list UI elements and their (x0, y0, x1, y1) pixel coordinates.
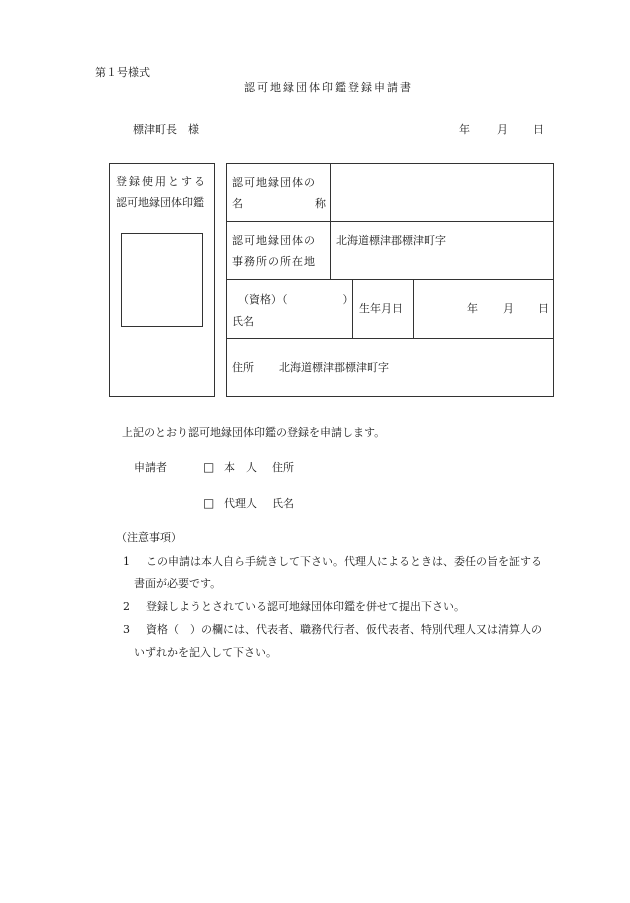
date-day-label: 日 (533, 123, 544, 136)
table-divider-1 (226, 221, 554, 222)
note-3-line2: いずれかを記入して下さい。 (134, 646, 277, 659)
address-value[interactable]: 北海道標津郡標津町字 (279, 361, 389, 374)
birth-year-label: 年 (467, 302, 478, 315)
qualification-label: （資格）（ ） (238, 293, 354, 306)
address-label: 住所 (232, 361, 254, 374)
agent-checkbox[interactable]: □ (203, 496, 215, 510)
note-2-number: 2 (123, 600, 130, 613)
table-divider-3 (226, 338, 554, 339)
agent-name-label: 氏名 (272, 497, 294, 510)
note-1-line1: この申請は本人自ら手続きして下さい。代理人によるときは、委任の旨を証する (146, 555, 542, 568)
label-column-divider (330, 163, 331, 279)
group-name-label-line1: 認可地縁団体の (232, 176, 316, 189)
note-1-line2: 書面が必要です。 (134, 577, 222, 590)
person-name-label: 氏名 (232, 315, 254, 328)
note-3-line1: 資格（ ）の欄には、代表者、職務代行者、仮代表者、特別代理人又は清算人の (146, 623, 542, 636)
office-label-line1: 認可地縁団体の (232, 234, 316, 247)
birth-month-label: 月 (503, 302, 514, 315)
agent-option-label: 代理人 (224, 497, 257, 510)
addressee: 標津町長 様 (133, 123, 199, 136)
group-name-label-line2a: 名 (232, 197, 243, 210)
table-divider-2 (226, 279, 554, 280)
date-year-label: 年 (459, 123, 470, 136)
principal-checkbox[interactable]: □ (203, 460, 215, 474)
group-name-label-line2b: 称 (315, 197, 326, 210)
office-label-line2: 事務所の所在地 (232, 255, 316, 268)
birth-date-label: 生年月日 (359, 302, 403, 315)
principal-option-label: 本 人 (224, 461, 257, 474)
name-cell-divider (352, 279, 353, 338)
page-title: 認可地縁団体印鑑登録申請書 (244, 81, 413, 94)
office-address-value[interactable]: 北海道標津郡標津町字 (336, 234, 446, 247)
seal-label-line1: 登録使用とする (116, 175, 207, 188)
notes-heading: （注意事項） (116, 531, 182, 544)
registration-table (226, 163, 554, 397)
principal-address-label: 住所 (272, 461, 294, 474)
birth-day-label: 日 (538, 302, 549, 315)
applicant-label: 申請者 (134, 461, 167, 474)
seal-label-line2: 認可地縁団体印鑑 (116, 196, 204, 209)
date-month-label: 月 (497, 123, 508, 136)
seal-impression-area[interactable] (121, 233, 203, 327)
note-2-line1: 登録しようとされている認可地縁団体印鑑を併せて提出下さい。 (146, 600, 465, 613)
note-1-number: 1 (123, 555, 130, 568)
form-number: 第１号様式 (95, 66, 150, 79)
birth-cell-divider (413, 279, 414, 338)
application-statement: 上記のとおり認可地縁団体印鑑の登録を申請します。 (122, 426, 386, 439)
note-3-number: 3 (123, 623, 130, 636)
